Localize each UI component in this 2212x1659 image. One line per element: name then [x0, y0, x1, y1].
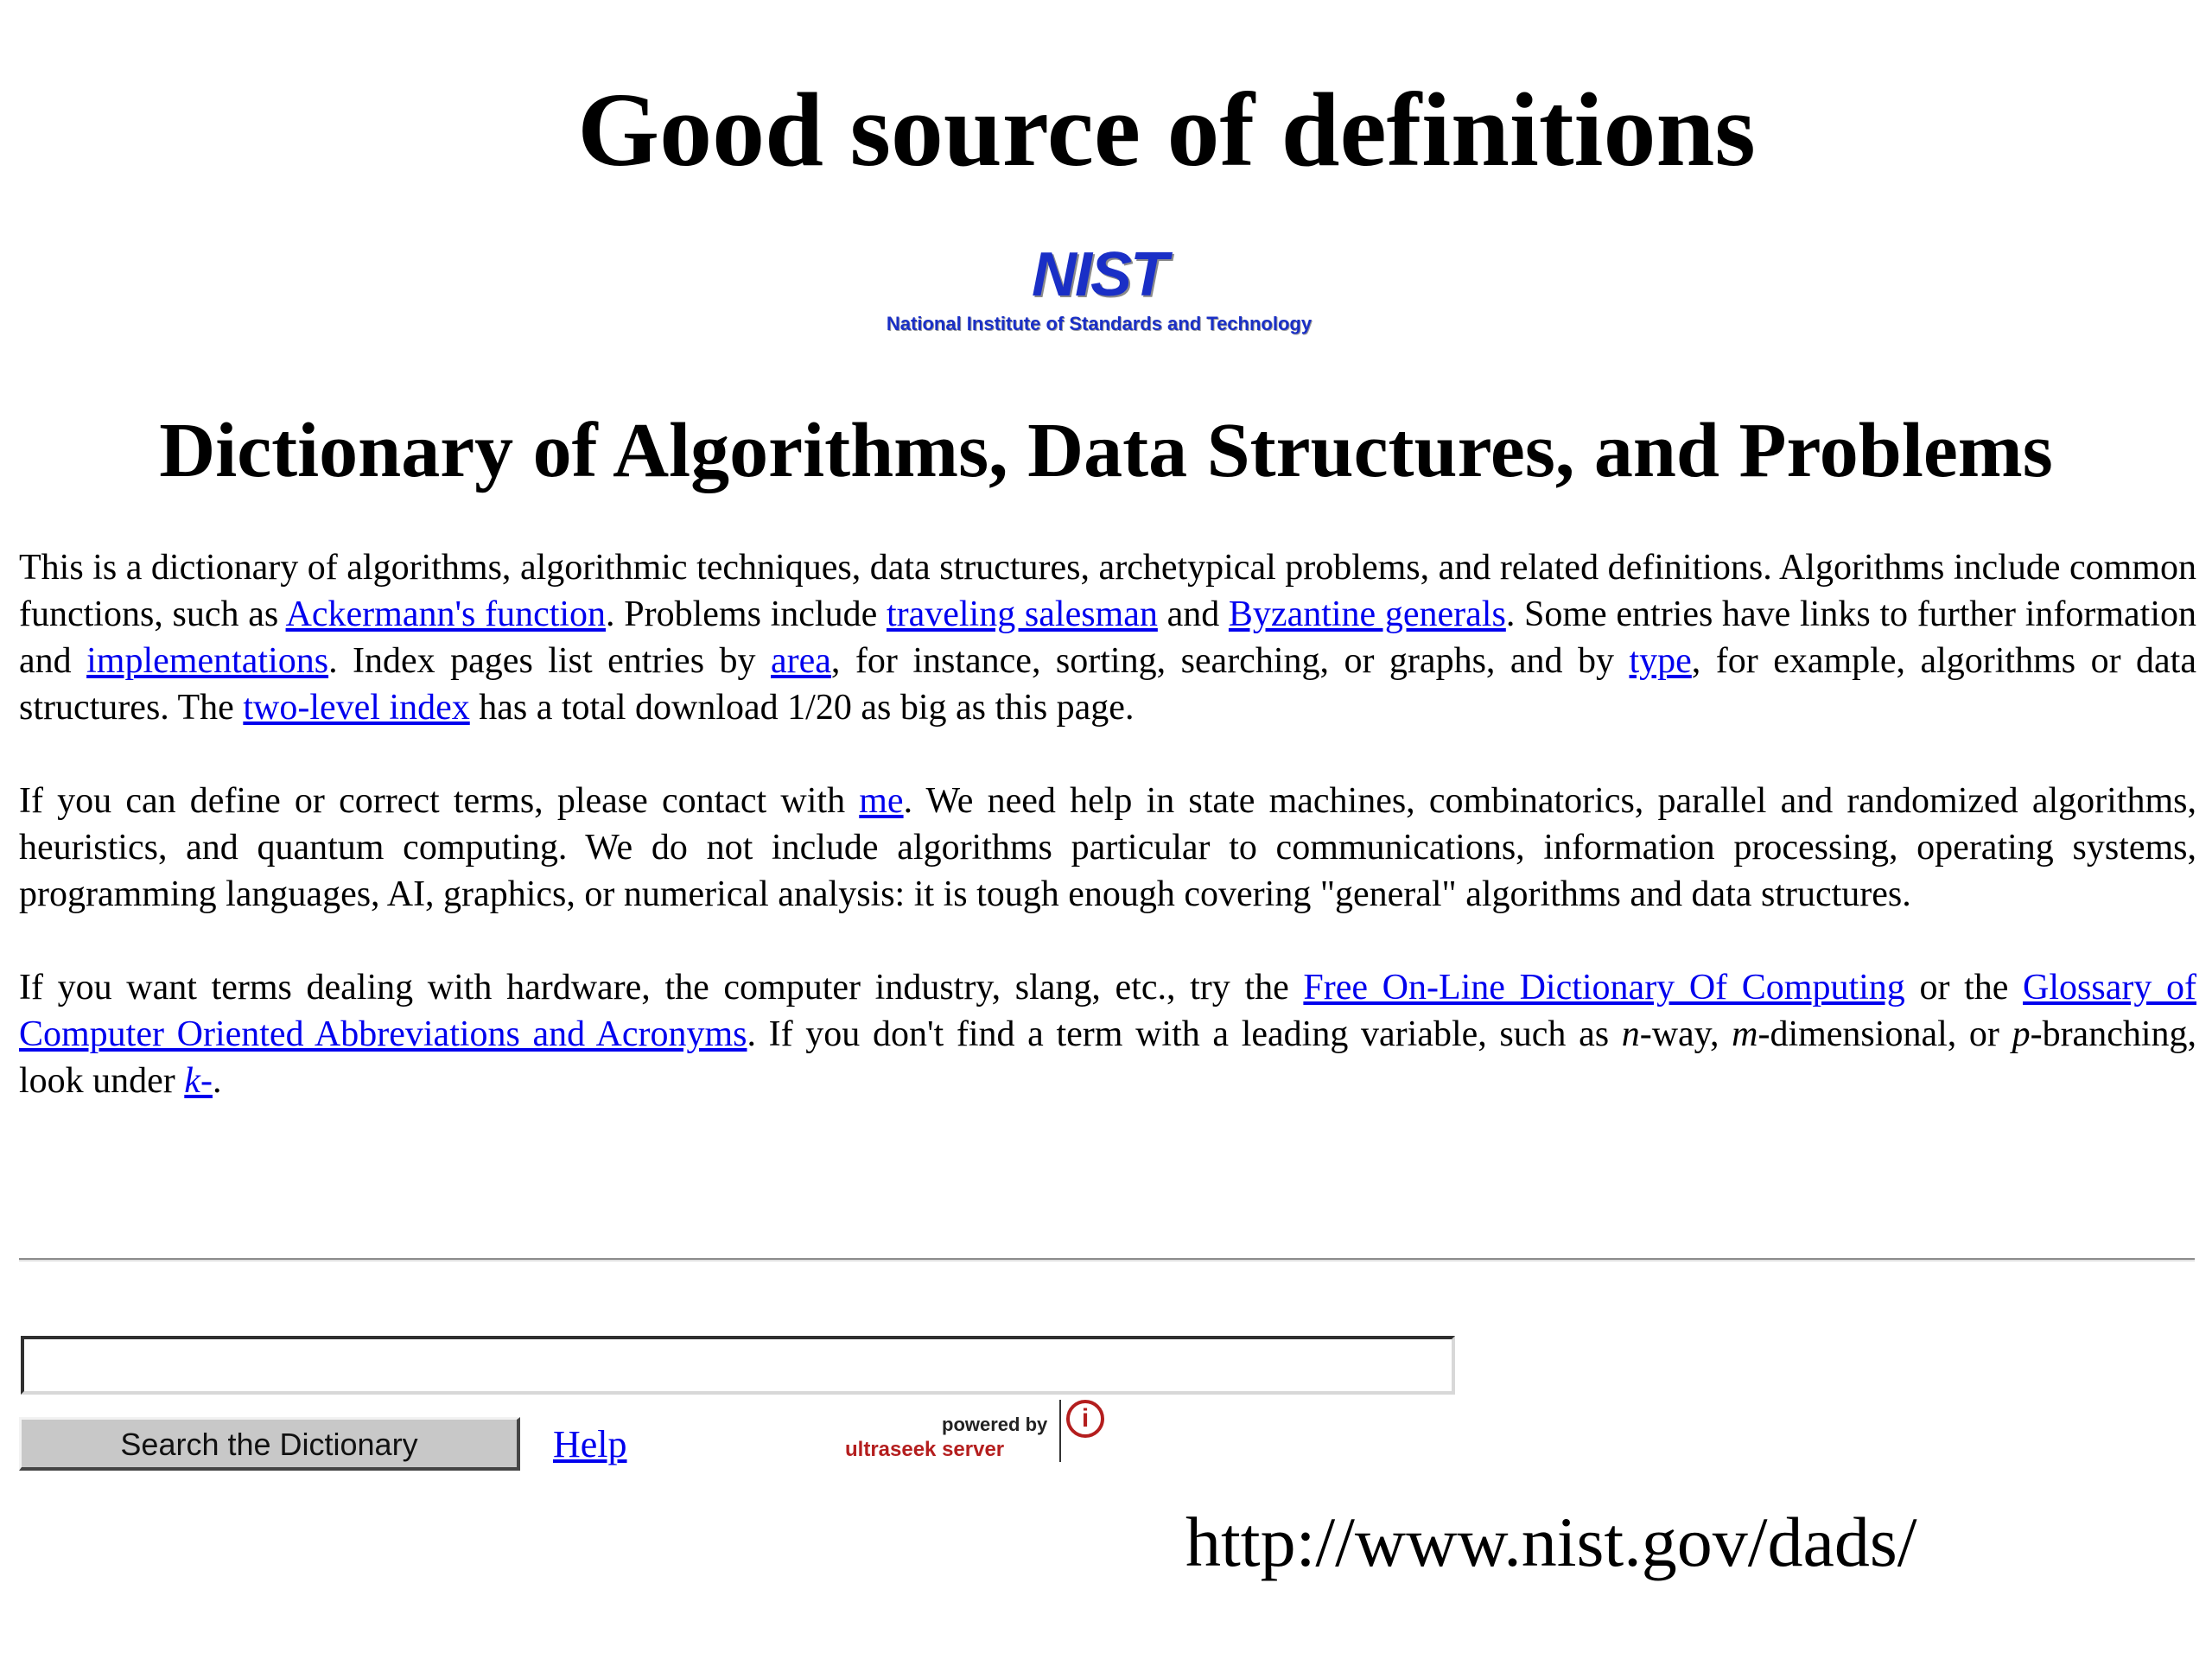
powered-by-label: powered by — [942, 1414, 1048, 1435]
search-dictionary-button[interactable]: Search the Dictionary — [19, 1417, 520, 1471]
link-foldoc[interactable]: Free On-Line Dictionary Of Computing — [1303, 968, 1905, 1007]
text-span: . We need help in state machines, combinatorics, parallel and randomized algorithms, heuristics, and quantum computing. We do not include algorithms particular to communications, information processing, operating systems, programming languages, AI, graphics, or numerical analysis: it is tough enough covering "general" algorithms and data structures. — [19, 781, 2196, 914]
link-traveling-salesman[interactable]: traveling salesman — [886, 594, 1158, 634]
link-implementations[interactable]: implementations — [86, 641, 329, 681]
ultraseek-brand: ultraseek server — [845, 1438, 1005, 1461]
text-span: -dimensional, or — [1758, 1014, 2012, 1054]
text-span: and — [1157, 594, 1229, 634]
text-span: has a total download 1/20 as big as this page. — [469, 688, 1135, 728]
text-span: . — [212, 1061, 222, 1101]
link-k-prefix-text: k- — [184, 1061, 213, 1101]
link-byzantine-generals[interactable]: Byzantine generals — [1228, 594, 1506, 634]
text-span: or the — [1904, 968, 2024, 1007]
link-ackermanns-function[interactable]: Ackermann's function — [285, 594, 607, 634]
text-span: This is a dictionary of algorithms, algorithmic techniques, data structures, archetypical problems, and related definitions. Algorithms include common functions, such as — [19, 548, 2196, 634]
intro-content — [19, 544, 2196, 1151]
text-span: -branching, look under — [19, 1014, 2197, 1101]
text-span: . If you don't find a term with a leading variable, such as — [747, 1014, 1622, 1054]
link-glossary-abbreviations[interactable]: Glossary of Computer Oriented Abbreviations and Acronyms — [19, 968, 2196, 1054]
text-span: . Some entries have links to further information and — [19, 594, 2197, 681]
nist-logo-subtitle: National Institute of Standards and Technology — [886, 313, 1313, 334]
link-k-prefix[interactable] — [184, 1061, 213, 1101]
intro-paragraph — [19, 544, 2196, 731]
text-span: . Problems include — [606, 594, 887, 634]
help-link[interactable]: Help — [553, 1423, 627, 1465]
variable-n: n — [1621, 1014, 1640, 1054]
text-span: If you can define or correct terms, please contact with — [19, 781, 860, 821]
url-caption: http://www.nist.gov/dads/ — [1185, 1503, 1917, 1581]
info-icon: i — [1066, 1400, 1104, 1438]
variable-m: m — [1732, 1014, 1758, 1054]
ultraseek-badge[interactable] — [845, 1400, 1113, 1462]
nist-logo-mark: NIST — [1031, 240, 1166, 309]
link-type[interactable]: type — [1629, 641, 1692, 681]
text-span: , for instance, sorting, searching, or graphs, and by — [830, 641, 1630, 681]
search-input[interactable] — [21, 1336, 1455, 1395]
text-span: If you want terms dealing with hardware, the computer industry, slang, etc., try the — [19, 968, 1304, 1007]
other-resources-paragraph — [19, 964, 2196, 1104]
text-span: , for example, algorithms or data structures. The — [19, 641, 2196, 728]
link-two-level-index[interactable]: two-level index — [243, 688, 470, 728]
contribute-paragraph — [19, 778, 2196, 918]
page-title: Dictionary of Algorithms, Data Structures, and Problems — [159, 408, 2053, 493]
variable-p: p — [2012, 1014, 2031, 1054]
link-contact-me[interactable]: me — [859, 781, 904, 821]
text-span: . Index pages list entries by — [328, 641, 771, 681]
nist-logo — [840, 240, 1358, 340]
slide-title: Good source of definitions — [577, 72, 1756, 188]
badge-divider — [1059, 1400, 1061, 1462]
text-span: -way, — [1639, 1014, 1732, 1054]
link-area[interactable]: area — [771, 641, 831, 681]
horizontal-rule — [19, 1258, 2195, 1262]
